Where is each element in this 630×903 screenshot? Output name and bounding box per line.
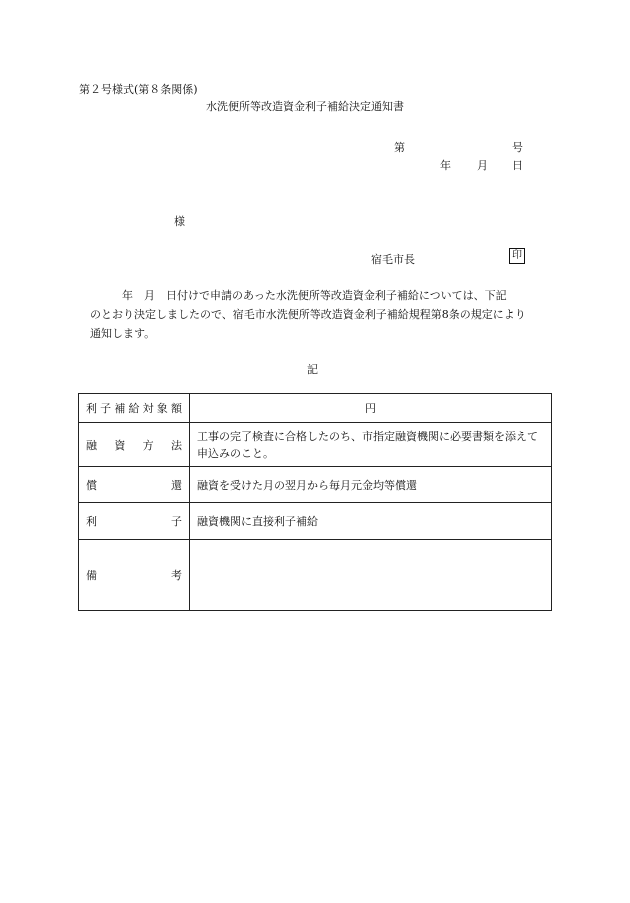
table-row [79,540,552,611]
document-number-suffix: 号 [512,141,523,154]
body-line-1: 年 月 日付けで申請のあった水洗便所等改造資金利子補給については、下記 [122,289,507,302]
date-year-label: 年 [440,159,451,172]
table-row [79,423,552,467]
date-month-label: 月 [477,159,488,172]
row-label-subsidy-amount: 利 子 補 給 対 象 額 [79,394,190,423]
body-line-3: 通知します。 [90,327,156,340]
body-line-2: のとおり決定しましたので、宿毛市水洗便所等改造資金利子補給規程第8条の規定により [90,308,526,321]
seal-mark: 印 [509,248,525,264]
table-row [79,503,552,540]
financing-method-value: 工事の完了検査に合格したのち、市指定融資機関に必要書類を添えて申込みのこと。 [190,423,552,467]
row-label-financing-method: 融 資 方 法 [79,423,190,467]
decision-table [78,393,552,611]
form-number-label: 第２号様式(第８条関係) [79,83,198,96]
row-label-remarks: 備 考 [79,540,190,611]
body-paragraph [90,286,552,343]
repayment-value: 融資を受けた月の翌月から毎月元金均等償還 [190,467,552,503]
table-row [79,394,552,423]
interest-value: 融資機関に直接利子補給 [190,503,552,540]
sender-title: 宿毛市長 [371,253,415,266]
document-title: 水洗便所等改造資金利子補給決定通知書 [206,100,404,113]
remarks-value [190,540,552,611]
date-day-label: 日 [512,159,523,172]
table-row [79,467,552,503]
row-label-interest: 利 子 [79,503,190,540]
addressee-honorific: 様 [174,215,185,228]
row-label-repayment: 償 還 [79,467,190,503]
ki-heading: 記 [307,363,318,376]
subsidy-amount-value: 円 [190,394,552,423]
document-number-prefix: 第 [394,141,405,154]
